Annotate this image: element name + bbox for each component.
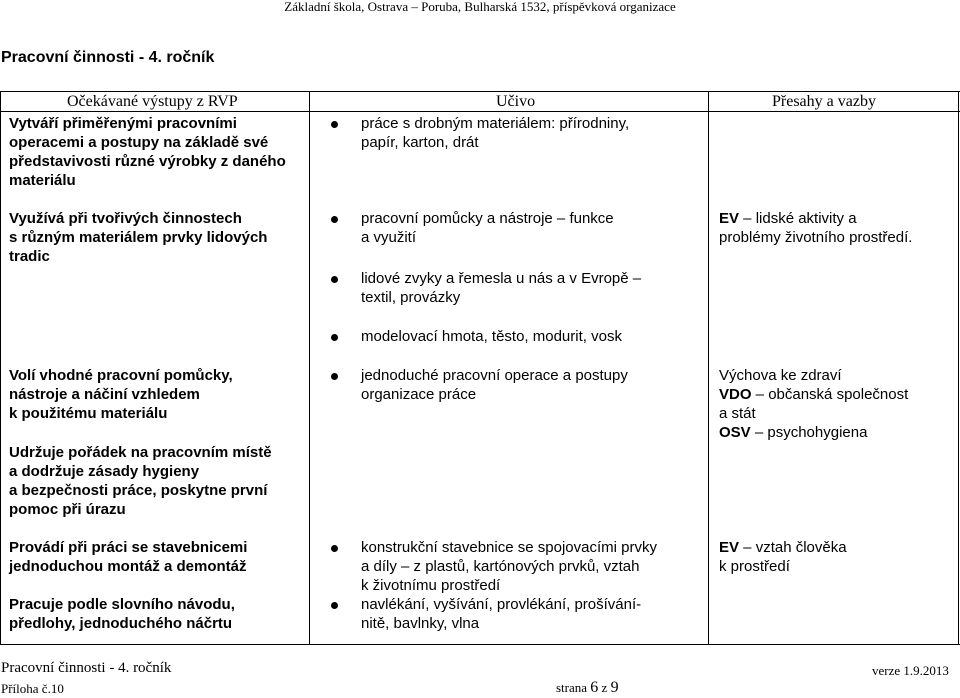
footer-left: Pracovní činnosti - 4. ročník [1,660,172,676]
row3-outputs-2: Udržuje pořádek na pracovním místě a dodržuje zásady hygieny a bezpečnosti práce, poskytne první pomoc při úrazu [9,444,272,518]
footer-attachment: Příloha č.10 [1,681,64,696]
link-abbr: EV [719,210,740,227]
bullet [331,276,338,283]
footer-page-number: strana 6 z 9 [556,679,619,696]
row3-outputs: Volí vhodné pracovní pomůcky, nástroje a náčiní vzhledem k použitému materiálu [9,367,233,422]
link-abbr: VDO [719,386,752,403]
table-border-top [0,91,960,92]
school-header: Základní škola, Ostrava – Poruba, Bulharská 1532, příspěvková organizace [284,0,676,14]
footer-version: verze 1.9.2013 [872,663,949,678]
bullet [331,545,338,552]
table-border-right [958,91,959,645]
row3-links: Výchova ke zdraví VDO – občanská společnost a stát OSV – psychohygiena [719,367,909,441]
row2-topic-3: modelovací hmota, těsto, modurit, vosk [361,328,622,345]
column-header-topics: Učivo [496,93,536,110]
bullet [331,216,338,223]
bullet [331,334,338,341]
table-border-header [0,111,960,112]
table-border-left [0,91,1,645]
row1-topic: práce s drobným materiálem: přírodniny, papír, karton, drát [361,115,630,151]
page-title: Pracovní činnosti - 4. ročník [1,49,215,66]
bullet [331,373,338,380]
row4-link: EV – vztah člověka k prostředí [719,539,847,575]
column-header-links: Přesahy a vazby [772,93,876,110]
column-header-outputs: Očekávané výstupy z RVP [67,93,238,110]
row4-topic-1: konstrukční stavebnice se spojovacími prvky a díly – z plastů, kartónových prvků, vztah k životnímu prostředí [361,539,657,594]
row3-topic: jednoduché pracovní operace a postupy organizace práce [361,367,628,403]
table-border-bottom [0,644,960,645]
row4-outputs-2: Pracuje podle slovního návodu, předlohy, jednoduchého náčrtu [9,596,235,632]
row2-topic-1: pracovní pomůcky a nástroje – funkce a využití [361,210,614,246]
row1-outputs: Vytváří přiměřenými pracovními operacemi a postupy na základě své představivosti různé výrobky z daného materiálu [9,115,286,189]
table-border-col1 [309,91,310,645]
row4-topic-2: navlékání, vyšívání, provlékání, prošívání- nitě, bavlnky, vlna [361,596,642,632]
link-abbr: OSV [719,424,751,441]
row2-link: EV – lidské aktivity a problémy životního prostředí. [719,210,913,246]
row2-outputs: Využívá při tvořivých činnostech s různým materiálem prvky lidových tradic [9,210,268,265]
bullet [331,602,338,609]
row2-topic-2: lidové zvyky a řemesla u nás a v Evropě – textil, provázky [361,270,642,306]
table-border-col2 [708,91,709,645]
bullet [331,121,338,128]
row4-outputs: Provádí při práci se stavebnicemi jednoduchou montáž a demontáž [9,539,248,575]
link-abbr: EV [719,539,740,556]
